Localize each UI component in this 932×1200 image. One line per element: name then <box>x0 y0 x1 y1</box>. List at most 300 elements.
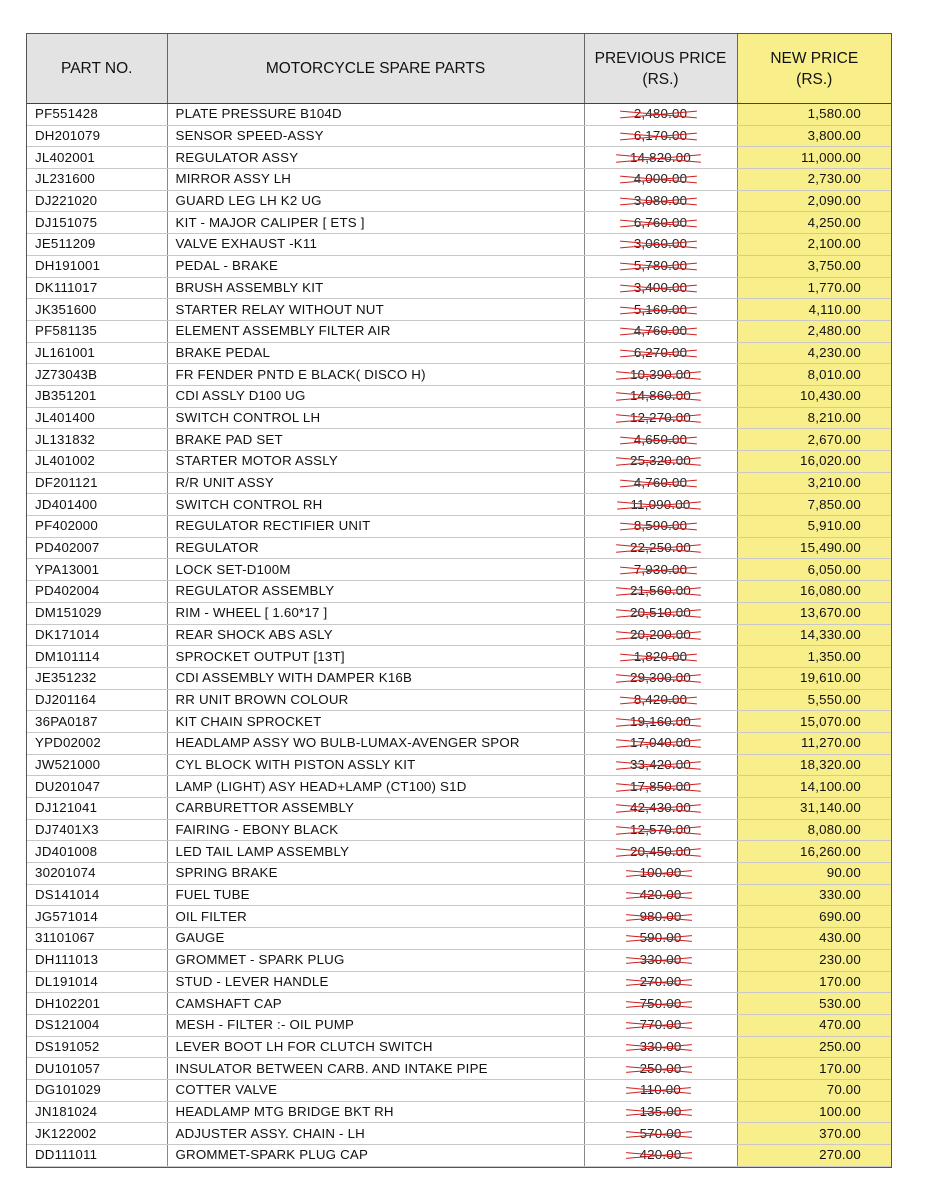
previous-price-cell <box>584 1101 737 1123</box>
new-price-cell: 2,730.00 <box>737 169 891 191</box>
table-row <box>27 732 891 754</box>
struck-previous-price: 20,510.00 <box>628 603 693 623</box>
new-price-cell: 370.00 <box>737 1123 891 1145</box>
struck-previous-price: 4,760.00 <box>632 321 689 341</box>
new-price-cell: 7,850.00 <box>737 494 891 516</box>
part-description-cell: PLATE PRESSURE B104D <box>167 104 584 126</box>
part-number-cell: JL131832 <box>27 429 167 451</box>
struck-previous-price: 22,250.00 <box>628 538 693 558</box>
new-price-cell: 11,000.00 <box>737 147 891 169</box>
struck-previous-price: 17,850.00 <box>628 777 693 797</box>
part-number-cell: JG571014 <box>27 906 167 928</box>
new-price-cell: 18,320.00 <box>737 754 891 776</box>
new-price-cell: 8,080.00 <box>737 819 891 841</box>
new-price-cell: 16,020.00 <box>737 451 891 473</box>
previous-price-cell <box>584 1123 737 1145</box>
struck-previous-price: 6,270.00 <box>632 343 689 363</box>
new-price-cell: 2,100.00 <box>737 234 891 256</box>
price-list-sheet <box>26 33 892 1168</box>
part-description-cell: GROMMET - SPARK PLUG <box>167 949 584 971</box>
previous-price-cell <box>584 320 737 342</box>
part-number-cell: JK351600 <box>27 299 167 321</box>
part-description-cell: LOCK SET-D100M <box>167 559 584 581</box>
struck-previous-price: 14,820.00 <box>628 148 693 168</box>
part-number-cell: JE511209 <box>27 234 167 256</box>
table-row <box>27 104 891 126</box>
new-price-cell: 19,610.00 <box>737 667 891 689</box>
part-description-cell: LEVER BOOT LH FOR CLUTCH SWITCH <box>167 1036 584 1058</box>
previous-price-cell <box>584 299 737 321</box>
new-price-cell: 15,490.00 <box>737 537 891 559</box>
part-description-cell: ADJUSTER ASSY. CHAIN - LH <box>167 1123 584 1145</box>
struck-previous-price: 250.00 <box>638 1059 684 1079</box>
part-description-cell: LAMP (LIGHT) ASY HEAD+LAMP (CT100) S1D <box>167 776 584 798</box>
part-number-cell: DJ121041 <box>27 798 167 820</box>
struck-previous-price: 5,160.00 <box>632 300 689 320</box>
table-body <box>27 104 891 1167</box>
part-number-cell: JD401400 <box>27 494 167 516</box>
previous-price-cell <box>584 776 737 798</box>
struck-previous-price: 20,450.00 <box>628 842 693 862</box>
table-row <box>27 277 891 299</box>
new-price-cell: 430.00 <box>737 928 891 950</box>
struck-previous-price: 5,780.00 <box>632 256 689 276</box>
table-row <box>27 863 891 885</box>
struck-previous-price: 100.00 <box>638 863 684 883</box>
part-description-cell: STARTER RELAY WITHOUT NUT <box>167 299 584 321</box>
part-number-cell: DS191052 <box>27 1036 167 1058</box>
new-price-cell: 330.00 <box>737 884 891 906</box>
previous-price-cell <box>584 581 737 603</box>
struck-previous-price: 2,480.00 <box>632 104 689 124</box>
part-description-cell: REGULATOR ASSEMBLY <box>167 581 584 603</box>
table-row <box>27 1145 891 1167</box>
struck-previous-price: 29,300.00 <box>628 668 693 688</box>
part-number-cell: JK122002 <box>27 1123 167 1145</box>
previous-price-cell <box>584 451 737 473</box>
new-price-cell: 270.00 <box>737 1145 891 1167</box>
table-header <box>27 34 891 104</box>
new-price-cell: 13,670.00 <box>737 602 891 624</box>
new-price-cell: 3,210.00 <box>737 472 891 494</box>
part-number-cell: 36PA0187 <box>27 711 167 733</box>
previous-price-cell <box>584 1058 737 1080</box>
struck-previous-price: 8,420.00 <box>632 690 689 710</box>
previous-price-cell <box>584 234 737 256</box>
part-description-cell: SPRING BRAKE <box>167 863 584 885</box>
new-price-cell: 530.00 <box>737 993 891 1015</box>
new-price-cell: 2,090.00 <box>737 190 891 212</box>
struck-previous-price: 330.00 <box>638 950 684 970</box>
struck-previous-price: 4,000.00 <box>632 169 689 189</box>
part-number-cell: DK171014 <box>27 624 167 646</box>
previous-price-cell <box>584 906 737 928</box>
part-description-cell: CYL BLOCK WITH PISTON ASSLY KIT <box>167 754 584 776</box>
new-price-cell: 170.00 <box>737 1058 891 1080</box>
header-row <box>27 34 891 104</box>
part-number-cell: DU101057 <box>27 1058 167 1080</box>
previous-price-cell <box>584 754 737 776</box>
part-number-cell: DS121004 <box>27 1014 167 1036</box>
new-price-cell: 8,010.00 <box>737 364 891 386</box>
previous-price-cell <box>584 689 737 711</box>
table-row <box>27 1036 891 1058</box>
part-description-cell: HEADLAMP MTG BRIDGE BKT RH <box>167 1101 584 1123</box>
new-price-cell: 14,330.00 <box>737 624 891 646</box>
table-row <box>27 537 891 559</box>
new-price-cell: 3,750.00 <box>737 255 891 277</box>
new-price-cell: 4,110.00 <box>737 299 891 321</box>
new-price-cell: 170.00 <box>737 971 891 993</box>
struck-previous-price: 3,400.00 <box>632 278 689 298</box>
part-number-cell: DJ201164 <box>27 689 167 711</box>
previous-price-cell <box>584 819 737 841</box>
part-number-cell: DH111013 <box>27 949 167 971</box>
table-row <box>27 472 891 494</box>
header-new-price-line2: (RS.) <box>796 70 833 88</box>
new-price-cell: 2,480.00 <box>737 320 891 342</box>
previous-price-cell <box>584 147 737 169</box>
part-description-cell: LED TAIL LAMP ASSEMBLY <box>167 841 584 863</box>
part-description-cell: SPROCKET OUTPUT [13T] <box>167 646 584 668</box>
previous-price-cell <box>584 1036 737 1058</box>
table-row <box>27 602 891 624</box>
part-description-cell: REGULATOR <box>167 537 584 559</box>
new-price-cell: 4,230.00 <box>737 342 891 364</box>
new-price-cell: 230.00 <box>737 949 891 971</box>
table-row <box>27 407 891 429</box>
struck-previous-price: 1,820.00 <box>632 647 689 667</box>
part-description-cell: FUEL TUBE <box>167 884 584 906</box>
part-description-cell: CARBURETTOR ASSEMBLY <box>167 798 584 820</box>
previous-price-cell <box>584 472 737 494</box>
table-row <box>27 841 891 863</box>
table-row <box>27 689 891 711</box>
new-price-cell: 15,070.00 <box>737 711 891 733</box>
struck-previous-price: 6,170.00 <box>632 126 689 146</box>
part-number-cell: DU201047 <box>27 776 167 798</box>
new-price-cell: 90.00 <box>737 863 891 885</box>
part-number-cell: JL401400 <box>27 407 167 429</box>
part-number-cell: DJ221020 <box>27 190 167 212</box>
part-number-cell: JB351201 <box>27 385 167 407</box>
part-description-cell: HEADLAMP ASSY WO BULB-LUMAX-AVENGER SPOR <box>167 732 584 754</box>
struck-previous-price: 12,570.00 <box>628 820 693 840</box>
struck-previous-price: 11,090.00 <box>629 495 693 515</box>
table-row <box>27 255 891 277</box>
table-row <box>27 884 891 906</box>
table-row <box>27 711 891 733</box>
table-row <box>27 581 891 603</box>
table-row <box>27 971 891 993</box>
header-previous-price-line2: (RS.) <box>642 70 679 88</box>
struck-previous-price: 12,270.00 <box>628 408 693 428</box>
table-row <box>27 798 891 820</box>
new-price-cell: 4,250.00 <box>737 212 891 234</box>
previous-price-cell <box>584 1079 737 1101</box>
part-description-cell: BRAKE PEDAL <box>167 342 584 364</box>
table-row <box>27 928 891 950</box>
part-number-cell: PD402007 <box>27 537 167 559</box>
part-description-cell: SWITCH CONTROL LH <box>167 407 584 429</box>
previous-price-cell <box>584 407 737 429</box>
table-row <box>27 212 891 234</box>
struck-previous-price: 14,860.00 <box>628 386 693 406</box>
previous-price-cell <box>584 385 737 407</box>
part-description-cell: MESH - FILTER :- OIL PUMP <box>167 1014 584 1036</box>
part-number-cell: 31101067 <box>27 928 167 950</box>
table-row <box>27 754 891 776</box>
part-description-cell: GAUGE <box>167 928 584 950</box>
struck-previous-price: 980.00 <box>638 907 684 927</box>
previous-price-cell <box>584 949 737 971</box>
previous-price-cell <box>584 537 737 559</box>
part-description-cell: REGULATOR ASSY <box>167 147 584 169</box>
part-description-cell: KIT - MAJOR CALIPER [ ETS ] <box>167 212 584 234</box>
previous-price-cell <box>584 971 737 993</box>
new-price-cell: 5,550.00 <box>737 689 891 711</box>
table-row <box>27 624 891 646</box>
struck-previous-price: 20,200.00 <box>628 625 693 645</box>
header-previous-price <box>584 34 737 104</box>
previous-price-cell <box>584 863 737 885</box>
part-number-cell: DG101029 <box>27 1079 167 1101</box>
price-table <box>27 34 891 1167</box>
table-row <box>27 819 891 841</box>
previous-price-cell <box>584 667 737 689</box>
table-row <box>27 776 891 798</box>
previous-price-cell <box>584 125 737 147</box>
table-row <box>27 299 891 321</box>
part-number-cell: DM151029 <box>27 602 167 624</box>
part-number-cell: DH191001 <box>27 255 167 277</box>
table-row <box>27 385 891 407</box>
previous-price-cell <box>584 169 737 191</box>
part-description-cell: CAMSHAFT CAP <box>167 993 584 1015</box>
struck-previous-price: 4,760.00 <box>632 473 689 493</box>
previous-price-cell <box>584 104 737 126</box>
new-price-cell: 8,210.00 <box>737 407 891 429</box>
part-number-cell: DJ151075 <box>27 212 167 234</box>
struck-previous-price: 4,650.00 <box>632 430 689 450</box>
part-description-cell: REGULATOR RECTIFIER UNIT <box>167 516 584 538</box>
struck-previous-price: 330.00 <box>638 1037 684 1057</box>
previous-price-cell <box>584 841 737 863</box>
previous-price-cell <box>584 884 737 906</box>
previous-price-cell <box>584 364 737 386</box>
table-row <box>27 1058 891 1080</box>
part-number-cell: JN181024 <box>27 1101 167 1123</box>
part-number-cell: DF201121 <box>27 472 167 494</box>
part-description-cell: OIL FILTER <box>167 906 584 928</box>
previous-price-cell <box>584 277 737 299</box>
part-number-cell: PD402004 <box>27 581 167 603</box>
struck-previous-price: 750.00 <box>638 994 684 1014</box>
part-number-cell: DK111017 <box>27 277 167 299</box>
previous-price-cell <box>584 928 737 950</box>
part-number-cell: DH102201 <box>27 993 167 1015</box>
header-description: MOTORCYCLE SPARE PARTS <box>167 34 584 104</box>
part-description-cell: GUARD LEG LH K2 UG <box>167 190 584 212</box>
previous-price-cell <box>584 494 737 516</box>
part-number-cell: JZ73043B <box>27 364 167 386</box>
header-new-price-line1: NEW PRICE <box>770 49 859 67</box>
part-number-cell: JW521000 <box>27 754 167 776</box>
header-new-price <box>737 34 891 104</box>
part-number-cell: YPA13001 <box>27 559 167 581</box>
struck-previous-price: 33,420.00 <box>628 755 693 775</box>
table-row <box>27 494 891 516</box>
new-price-cell: 1,580.00 <box>737 104 891 126</box>
previous-price-cell <box>584 732 737 754</box>
part-description-cell: CDI ASSLY D100 UG <box>167 385 584 407</box>
part-description-cell: R/R UNIT ASSY <box>167 472 584 494</box>
previous-price-cell <box>584 711 737 733</box>
part-number-cell: JL402001 <box>27 147 167 169</box>
part-description-cell: SENSOR SPEED-ASSY <box>167 125 584 147</box>
new-price-cell: 16,080.00 <box>737 581 891 603</box>
table-row <box>27 1101 891 1123</box>
new-price-cell: 690.00 <box>737 906 891 928</box>
table-row <box>27 364 891 386</box>
previous-price-cell <box>584 624 737 646</box>
previous-price-cell <box>584 993 737 1015</box>
part-number-cell: DM101114 <box>27 646 167 668</box>
struck-previous-price: 3,080.00 <box>632 191 689 211</box>
part-number-cell: DD111011 <box>27 1145 167 1167</box>
part-description-cell: CDI ASSEMBLY WITH DAMPER K16B <box>167 667 584 689</box>
part-description-cell: BRUSH ASSEMBLY KIT <box>167 277 584 299</box>
part-description-cell: INSULATOR BETWEEN CARB. AND INTAKE PIPE <box>167 1058 584 1080</box>
new-price-cell: 470.00 <box>737 1014 891 1036</box>
new-price-cell: 70.00 <box>737 1079 891 1101</box>
previous-price-cell <box>584 255 737 277</box>
part-description-cell: SWITCH CONTROL RH <box>167 494 584 516</box>
previous-price-cell <box>584 1145 737 1167</box>
part-number-cell: YPD02002 <box>27 732 167 754</box>
part-description-cell: PEDAL - BRAKE <box>167 255 584 277</box>
part-description-cell: ELEMENT ASSEMBLY FILTER AIR <box>167 320 584 342</box>
previous-price-cell <box>584 798 737 820</box>
struck-previous-price: 25,320.00 <box>628 451 693 471</box>
new-price-cell: 2,670.00 <box>737 429 891 451</box>
struck-previous-price: 270.00 <box>638 972 684 992</box>
struck-previous-price: 21,560.00 <box>628 581 693 601</box>
new-price-cell: 5,910.00 <box>737 516 891 538</box>
previous-price-cell <box>584 429 737 451</box>
part-description-cell: STUD - LEVER HANDLE <box>167 971 584 993</box>
table-row <box>27 559 891 581</box>
table-row <box>27 906 891 928</box>
part-number-cell: PF402000 <box>27 516 167 538</box>
part-description-cell: REAR SHOCK ABS ASLY <box>167 624 584 646</box>
part-description-cell: BRAKE PAD SET <box>167 429 584 451</box>
part-description-cell: VALVE EXHAUST -K11 <box>167 234 584 256</box>
previous-price-cell <box>584 1014 737 1036</box>
part-number-cell: JL401002 <box>27 451 167 473</box>
table-row <box>27 342 891 364</box>
struck-previous-price: 10,390.00 <box>628 365 693 385</box>
struck-previous-price: 42,430.00 <box>628 798 693 818</box>
table-row <box>27 516 891 538</box>
table-row <box>27 429 891 451</box>
part-number-cell: JL161001 <box>27 342 167 364</box>
part-number-cell: DL191014 <box>27 971 167 993</box>
part-number-cell: JL231600 <box>27 169 167 191</box>
struck-previous-price: 420.00 <box>638 1145 684 1165</box>
part-number-cell: DJ7401X3 <box>27 819 167 841</box>
new-price-cell: 31,140.00 <box>737 798 891 820</box>
table-row <box>27 234 891 256</box>
struck-previous-price: 110.00 <box>638 1080 683 1100</box>
part-description-cell: STARTER MOTOR ASSLY <box>167 451 584 473</box>
new-price-cell: 1,350.00 <box>737 646 891 668</box>
table-row <box>27 451 891 473</box>
part-number-cell: JE351232 <box>27 667 167 689</box>
table-row <box>27 1079 891 1101</box>
table-row <box>27 320 891 342</box>
new-price-cell: 250.00 <box>737 1036 891 1058</box>
part-number-cell: PF551428 <box>27 104 167 126</box>
table-row <box>27 147 891 169</box>
table-row <box>27 667 891 689</box>
table-row <box>27 646 891 668</box>
struck-previous-price: 135.00 <box>638 1102 684 1122</box>
new-price-cell: 1,770.00 <box>737 277 891 299</box>
struck-previous-price: 19,160.00 <box>628 712 693 732</box>
part-description-cell: MIRROR ASSY LH <box>167 169 584 191</box>
part-description-cell: FAIRING - EBONY BLACK <box>167 819 584 841</box>
part-description-cell: GROMMET-SPARK PLUG CAP <box>167 1145 584 1167</box>
struck-previous-price: 420.00 <box>638 885 684 905</box>
previous-price-cell <box>584 646 737 668</box>
part-number-cell: DH201079 <box>27 125 167 147</box>
part-number-cell: DS141014 <box>27 884 167 906</box>
struck-previous-price: 17,040.00 <box>628 733 693 753</box>
new-price-cell: 16,260.00 <box>737 841 891 863</box>
struck-previous-price: 7,930.00 <box>632 560 689 580</box>
table-row <box>27 949 891 971</box>
part-number-cell: PF581135 <box>27 320 167 342</box>
previous-price-cell <box>584 559 737 581</box>
part-description-cell: RR UNIT BROWN COLOUR <box>167 689 584 711</box>
table-row <box>27 125 891 147</box>
table-row <box>27 993 891 1015</box>
struck-previous-price: 8,590.00 <box>632 516 689 536</box>
header-part-no: PART NO. <box>27 34 167 104</box>
part-description-cell: RIM - WHEEL [ 1.60*17 ] <box>167 602 584 624</box>
new-price-cell: 100.00 <box>737 1101 891 1123</box>
previous-price-cell <box>584 190 737 212</box>
new-price-cell: 14,100.00 <box>737 776 891 798</box>
previous-price-cell <box>584 516 737 538</box>
part-description-cell: KIT CHAIN SPROCKET <box>167 711 584 733</box>
part-number-cell: JD401008 <box>27 841 167 863</box>
new-price-cell: 10,430.00 <box>737 385 891 407</box>
struck-previous-price: 770.00 <box>638 1015 684 1035</box>
part-description-cell: FR FENDER PNTD E BLACK( DISCO H) <box>167 364 584 386</box>
part-description-cell: COTTER VALVE <box>167 1079 584 1101</box>
struck-previous-price: 590.00 <box>638 928 684 948</box>
part-number-cell: 30201074 <box>27 863 167 885</box>
previous-price-cell <box>584 342 737 364</box>
table-row <box>27 169 891 191</box>
new-price-cell: 3,800.00 <box>737 125 891 147</box>
struck-previous-price: 6,760.00 <box>632 213 689 233</box>
struck-previous-price: 570.00 <box>638 1124 684 1144</box>
previous-price-cell <box>584 212 737 234</box>
new-price-cell: 6,050.00 <box>737 559 891 581</box>
